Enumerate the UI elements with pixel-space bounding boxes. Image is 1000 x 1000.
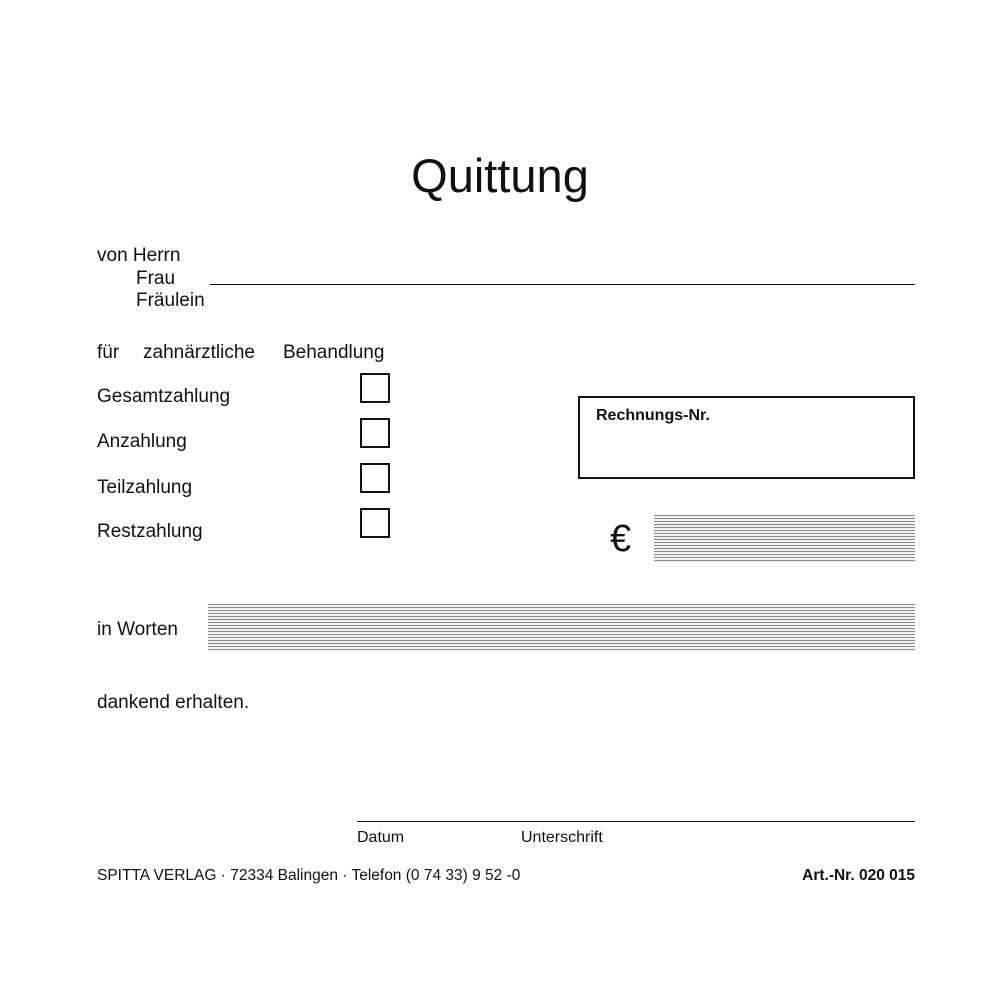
publisher-info: SPITTA VERLAG · 72334 Balingen · Telefon (0 74 33) 9 52 -0 xyxy=(97,867,521,884)
purpose-word-zahnaerztliche: zahnärztliche xyxy=(143,342,255,363)
invoice-number-label: Rechnungs-Nr. xyxy=(596,407,710,424)
payment-type-label-teilzahlung: Teilzahlung xyxy=(97,477,193,498)
article-number: Art.-Nr. 020 015 xyxy=(802,867,915,884)
receipt-title: Quittung xyxy=(411,149,589,202)
salutation-herr: von Herrn xyxy=(97,245,181,266)
invoice-number-box[interactable] xyxy=(578,396,915,479)
salutation-fraeulein: Fräulein xyxy=(136,290,205,311)
amount-in-words-field[interactable] xyxy=(208,604,915,652)
checkbox-anzahlung[interactable] xyxy=(360,418,390,448)
payment-type-label-gesamtzahlung: Gesamtzahlung xyxy=(97,386,231,407)
date-signature-line[interactable] xyxy=(357,821,915,822)
purpose-word-behandlung: Behandlung xyxy=(283,342,385,363)
checkbox-restzahlung[interactable] xyxy=(360,508,390,538)
payment-type-label-anzahlung: Anzahlung xyxy=(97,431,187,452)
payment-type-label-restzahlung: Restzahlung xyxy=(97,521,203,542)
checkbox-gesamtzahlung[interactable] xyxy=(360,373,390,403)
purpose-word-fuer: für xyxy=(97,342,120,363)
amount-field[interactable] xyxy=(654,515,915,563)
received-text: dankend erhalten. xyxy=(97,692,250,713)
in-words-label: in Worten xyxy=(97,619,178,640)
signature-label: Unterschrift xyxy=(521,829,603,846)
checkbox-teilzahlung[interactable] xyxy=(360,463,390,493)
euro-icon: € xyxy=(610,518,632,560)
date-label: Datum xyxy=(357,829,405,846)
salutation-frau: Frau xyxy=(136,268,176,289)
payer-name-line[interactable] xyxy=(210,284,915,285)
